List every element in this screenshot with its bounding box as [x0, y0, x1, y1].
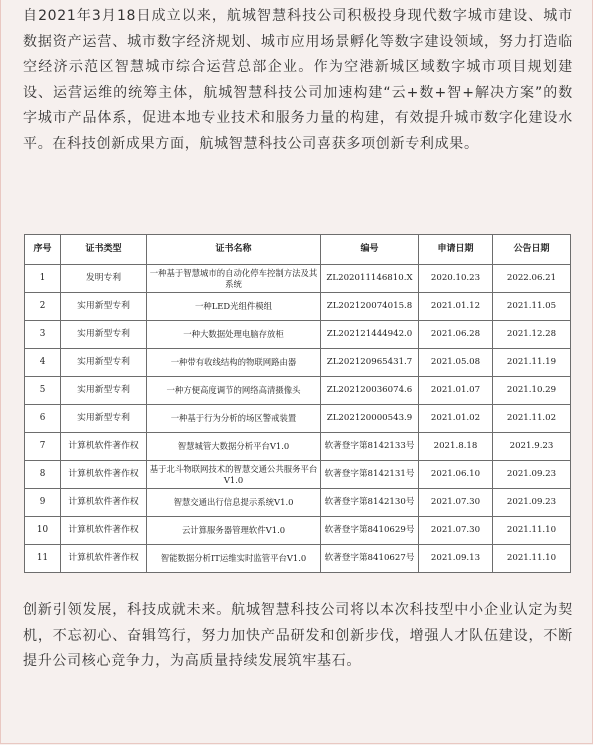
table-row: [25, 265, 571, 293]
cell-number: 软著登字第8142130号: [321, 489, 419, 517]
cell-apply-date: 2020.10.23: [419, 265, 493, 293]
cell-cert-name: 一种基于智慧城市的自动化停车控制方法及其系统: [147, 265, 321, 293]
table-row: [25, 349, 571, 377]
cell-publish-date: 2021.09.23: [493, 489, 571, 517]
cell-cert-name: 一种带有收线结构的物联网路由器: [147, 349, 321, 377]
cell-publish-date: 2021.11.02: [493, 405, 571, 433]
cell-index: 2: [25, 293, 61, 321]
cell-cert-name: 智慧城管大数据分析平台V1.0: [147, 433, 321, 461]
cell-publish-date: 2021.12.28: [493, 321, 571, 349]
cell-index: 3: [25, 321, 61, 349]
closing-paragraph: 创新引领发展，科技成就未来。航城智慧科技公司将以本次科技型中小企业认定为契机，不忘初心、奋辑笃行，努力加快产品研发和创新步伐，增强人才队伍建设，不断提升公司核心竞争力，为高质量持续发展筑牢基石。: [23, 602, 573, 669]
cell-cert-type: 发明专利: [61, 265, 147, 293]
cell-cert-name: 智慧交通出行信息提示系统V1.0: [147, 489, 321, 517]
cell-apply-date: 2021.01.02: [419, 405, 493, 433]
table-row: [25, 405, 571, 433]
table-row: [25, 321, 571, 349]
cell-publish-date: 2022.06.21: [493, 265, 571, 293]
table-row: [25, 545, 571, 573]
table-header-row: [25, 235, 571, 265]
cell-apply-date: 2021.8.18: [419, 433, 493, 461]
cell-publish-date: 2021.11.10: [493, 545, 571, 573]
cell-apply-date: 2021.01.12: [419, 293, 493, 321]
cell-cert-name: 一种基于行为分析的场区警戒装置: [147, 405, 321, 433]
cell-apply-date: 2021.07.30: [419, 517, 493, 545]
cell-index: 11: [25, 545, 61, 573]
cell-index: 8: [25, 461, 61, 489]
cell-cert-type: 实用新型专利: [61, 405, 147, 433]
header-index: 序号: [25, 235, 61, 265]
header-number: 编号: [321, 235, 419, 265]
cell-cert-type: 实用新型专利: [61, 377, 147, 405]
cell-publish-date: 2021.11.10: [493, 517, 571, 545]
cell-number: 软著登字第8410629号: [321, 517, 419, 545]
cell-cert-name: 一种LED光组件模组: [147, 293, 321, 321]
intro-paragraph: 自2021年3月18日成立以来，航城智慧科技公司积极投身现代数字城市建设、城市数据资产运营、城市数字经济规划、城市应用场景孵化等数字建设领域，努力打造临空经济示范区智慧城市综合运营总部企业。作为空港新城区域数字城市项目规划建设、运营运维的统筹主体，航城智慧科技公司加速构建“云+数+智+解决方案”的数字城市产品体系，促进本地专业技术和服务力量的构建，有效提升城市数字化建设水平。在科技创新成果方面，航城智慧科技公司喜获多项创新专利成果。: [23, 8, 573, 152]
cell-cert-name: 智能数据分析IT运维实时监管平台V1.0: [147, 545, 321, 573]
cell-publish-date: 2021.09.23: [493, 461, 571, 489]
cell-publish-date: 2021.11.05: [493, 293, 571, 321]
cell-apply-date: 2021.09.13: [419, 545, 493, 573]
cell-cert-type: 计算机软件著作权: [61, 461, 147, 489]
cell-publish-date: 2021.9.23: [493, 433, 571, 461]
cell-cert-name: 一种方便高度调节的网络高清摄像头: [147, 377, 321, 405]
cell-number: 软著登字第8142133号: [321, 433, 419, 461]
cell-cert-type: 计算机软件著作权: [61, 545, 147, 573]
cell-number: ZL202120965431.7: [321, 349, 419, 377]
cell-cert-type: 计算机软件著作权: [61, 433, 147, 461]
table-row: [25, 433, 571, 461]
cell-number: 软著登字第8142131号: [321, 461, 419, 489]
cell-cert-name: 云计算服务器管理软件V1.0: [147, 517, 321, 545]
table-row: [25, 489, 571, 517]
cell-apply-date: 2021.06.28: [419, 321, 493, 349]
cell-apply-date: 2021.01.07: [419, 377, 493, 405]
cell-cert-type: 计算机软件著作权: [61, 517, 147, 545]
cell-cert-type: 计算机软件著作权: [61, 489, 147, 517]
cell-index: 9: [25, 489, 61, 517]
header-publish-date: 公告日期: [493, 235, 571, 265]
header-apply-date: 申请日期: [419, 235, 493, 265]
cell-index: 6: [25, 405, 61, 433]
cell-apply-date: 2021.05.08: [419, 349, 493, 377]
cell-index: 5: [25, 377, 61, 405]
header-cert-name: 证书名称: [147, 235, 321, 265]
cell-cert-name: 一种大数据处理电脑存放柜: [147, 321, 321, 349]
cell-apply-date: 2021.06.10: [419, 461, 493, 489]
cell-cert-name: 基于北斗物联网技术的智慧交通公共服务平台V1.0: [147, 461, 321, 489]
table-body: [25, 265, 571, 573]
cell-number: ZL202121444942.0: [321, 321, 419, 349]
cell-cert-type: 实用新型专利: [61, 349, 147, 377]
table-row: [25, 293, 571, 321]
cell-apply-date: 2021.07.30: [419, 489, 493, 517]
cell-cert-type: 实用新型专利: [61, 293, 147, 321]
cell-number: 软著登字第8410627号: [321, 545, 419, 573]
cell-publish-date: 2021.10.29: [493, 377, 571, 405]
table-row: [25, 517, 571, 545]
cell-cert-type: 实用新型专利: [61, 321, 147, 349]
table-row: [25, 377, 571, 405]
patent-table: [24, 234, 571, 573]
header-cert-type: 证书类型: [61, 235, 147, 265]
table-row: [25, 461, 571, 489]
cell-number: ZL202120000543.9: [321, 405, 419, 433]
cell-index: 7: [25, 433, 61, 461]
cell-number: ZL202011146810.X: [321, 265, 419, 293]
cell-publish-date: 2021.11.19: [493, 349, 571, 377]
patent-table-container: [24, 234, 570, 573]
cell-number: ZL202120036074.6: [321, 377, 419, 405]
cell-index: 10: [25, 517, 61, 545]
cell-number: ZL202120074015.8: [321, 293, 419, 321]
cell-index: 4: [25, 349, 61, 377]
cell-index: 1: [25, 265, 61, 293]
